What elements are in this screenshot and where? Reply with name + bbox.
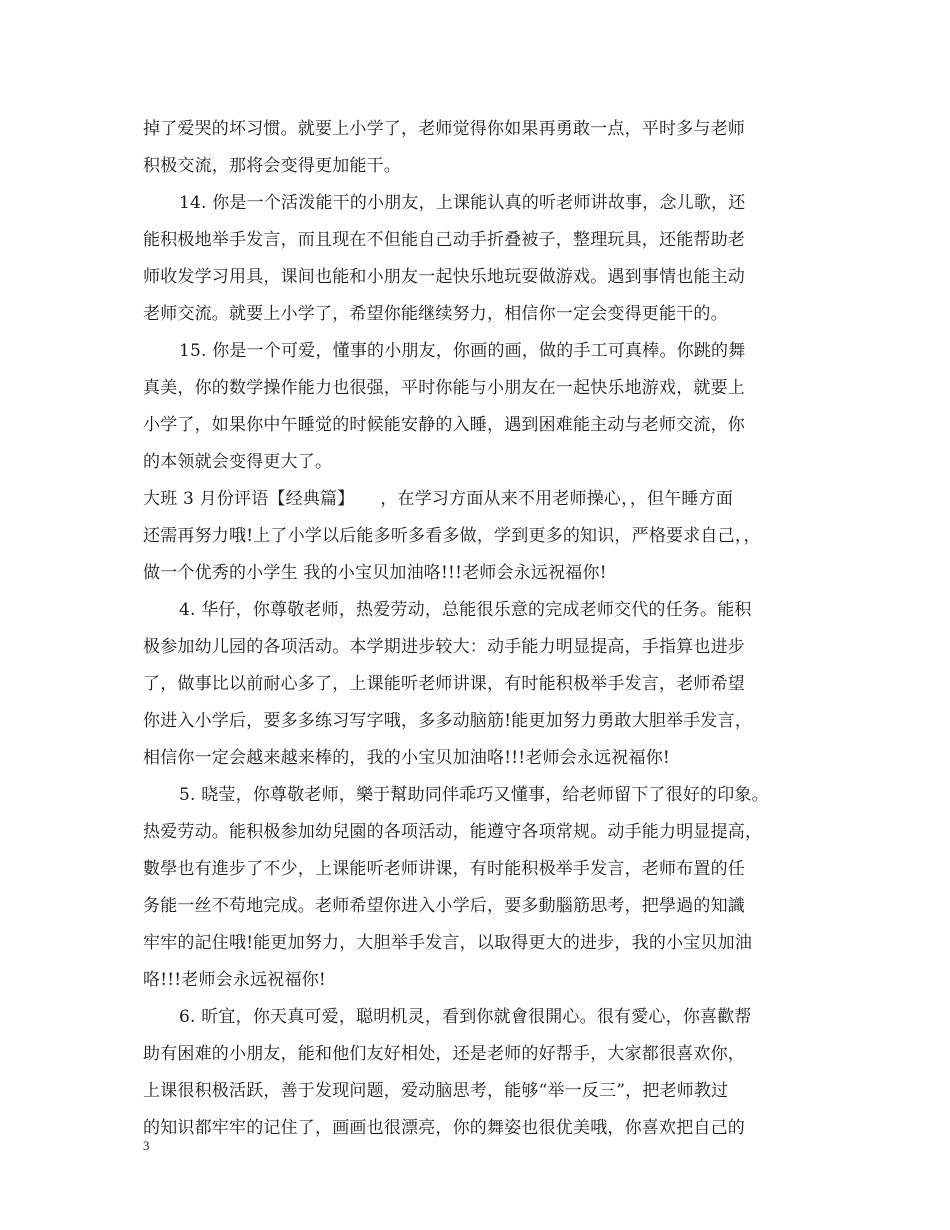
text-line: 你进入小学后，要多多练习写字哦，多多动脑筋!能更加努力勇敢大胆举手发言， [143, 711, 753, 731]
text-line: 掉了爱哭的坏习惯。就要上小学了，老师觉得你如果再勇敢一点，平时多与老师 [143, 119, 745, 139]
text-line: 咯!!!老师会永远祝福你! [143, 970, 326, 990]
text-line: 的本领就会变得更大了。 [143, 452, 333, 472]
paragraph-4-start: 4. 华仔，你尊敬老师，热爱劳动，总能很乐意的完成老师交代的任务。能积 [179, 600, 752, 620]
text-line: 热爱劳动。能积极参加幼兒園的各项活动，能遵守各项常规。动手能力明显提高， [143, 822, 763, 842]
page-number: 3 [143, 1138, 150, 1153]
text-line: 相信你一定会越来越来棒的，我的小宝贝加油咯!!!老师会永远祝福你! [143, 748, 670, 768]
text-line: 小学了，如果你中午睡觉的时候能安静的入睡，遇到困难能主动与老师交流，你 [143, 415, 745, 435]
text-line: 还需再努力哦!上了小学以后能多听多看多做，学到更多的知识，严格要求自己，， [143, 526, 761, 546]
text-line: 务能一丝不苟地完成。老师希望你进入小学后，要多動腦筋思考，把學過的知識 [143, 896, 745, 916]
paragraph-6-start: 6. 昕宜，你天真可爱，聪明机灵，看到你就會很開心。很有愛心，你喜歡帮 [179, 1007, 752, 1027]
text-line: 上课很积极活跃，善于发现问题，爱动脑思考，能够“举一反三”，把老师教过 [143, 1081, 729, 1101]
text-line: 极参加幼儿园的各项活动。本学期进步较大：动手能力明显提高，手指算也进步 [143, 637, 745, 657]
text-line: 助有困难的小朋友，能和他们友好相处，还是老师的好帮手，大家都很喜欢你， [143, 1044, 745, 1064]
text-line: 了，做事比以前耐心多了，上课能听老师讲课，有时能积极举手发言，老师希望 [143, 674, 745, 694]
paragraph-5-start: 5. 晓莹，你尊敬老师，樂于幫助同伴乖巧又懂事，给老师留下了很好的印象。 [179, 785, 769, 805]
text-line: 做一个优秀的小学生 我的小宝贝加油咯!!!老师会永远祝福你! [143, 563, 607, 583]
text-line: 真美，你的数学操作能力也很强，平时你能与小朋友在一起快乐地游戏，就要上 [143, 378, 745, 398]
section-heading-line: 大班 3 月份评语【经典篇】 ，在学习方面从来不用老师操心，，但午睡方面 [143, 489, 734, 509]
text-line: 师收发学习用具，课间也能和小朋友一起快乐地玩耍做游戏。遇到事情也能主动 [143, 267, 745, 287]
text-line: 积极交流，那将会变得更加能干。 [143, 156, 401, 176]
text-line: 老师交流。就要上小学了，希望你能继续努力，相信你一定会变得更能干的。 [143, 304, 728, 324]
text-line: 數學也有進步了不少，上课能听老师讲课，有时能积极举手发言，老师布置的任 [143, 859, 745, 879]
paragraph-14-start: 14. 你是一个活泼能干的小朋友，上课能认真的听老师讲故事，念儿歌，还 [179, 193, 746, 213]
paragraph-15-start: 15. 你是一个可爱，懂事的小朋友，你画的画，做的手工可真棒。你跳的舞 [179, 341, 746, 361]
text-line: 牢牢的記住哦!能更加努力，大胆举手发言，以取得更大的进步，我的小宝贝加油 [143, 933, 753, 953]
text-line: 的知识都牢牢的记住了，画画也很漂亮，你的舞姿也很优美哦，你喜欢把自己的 [143, 1118, 745, 1138]
text-line: 能积极地举手发言，而且现在不但能自己动手折叠被子，整理玩具，还能帮助老 [143, 230, 745, 250]
